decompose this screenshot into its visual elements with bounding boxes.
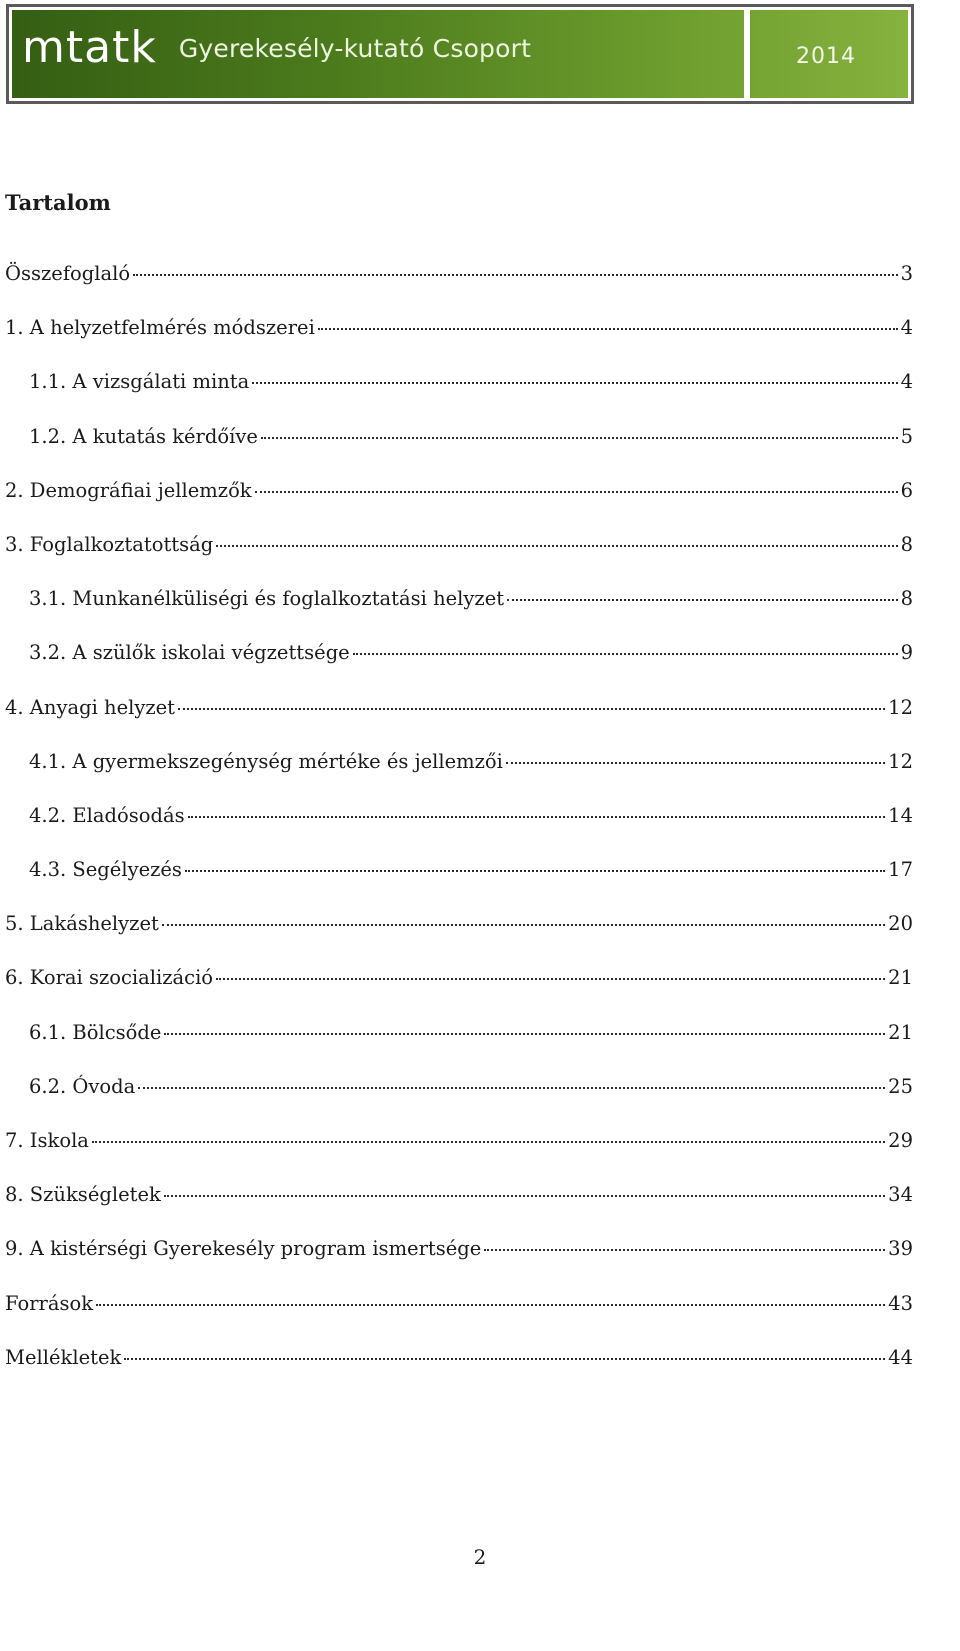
toc-entry[interactable]	[5, 1346, 913, 1400]
dot-leader	[96, 1304, 885, 1306]
toc-entry-page: 12	[888, 695, 913, 719]
dot-leader	[138, 1087, 885, 1089]
toc-entry-label: 6.2. Óvoda	[29, 1074, 136, 1098]
toc-entry[interactable]	[5, 1129, 913, 1183]
dot-leader	[507, 599, 898, 601]
dot-leader	[92, 1141, 885, 1143]
toc-entry-label: 6. Korai szocializáció	[5, 966, 214, 990]
toc-entry-label: 4.1. A gyermekszegénység mértéke és jellemzői	[29, 749, 503, 773]
toc-entry-page: 8	[900, 532, 913, 556]
header-banner	[6, 4, 914, 104]
page-number: 2	[473, 1545, 487, 1569]
toc-entry-label: 3.1. Munkanélküliségi és foglalkoztatási helyzet	[29, 587, 505, 611]
toc-entry-label: 8. Szükségletek	[5, 1183, 161, 1207]
toc-entry[interactable]	[5, 587, 913, 641]
toc-entry[interactable]	[5, 641, 913, 695]
dot-leader	[164, 1195, 885, 1197]
toc-entry[interactable]	[5, 370, 913, 424]
toc-entry-page: 29	[888, 1129, 913, 1152]
toc-entry-page: 17	[888, 858, 913, 882]
dot-leader	[185, 870, 885, 872]
toc-entry-page: 3	[900, 262, 913, 285]
dot-leader	[216, 545, 897, 547]
toc-entry-page: 9	[900, 641, 913, 665]
toc-entry-page: 34	[888, 1183, 913, 1207]
toc-entry-page: 14	[888, 803, 913, 827]
toc-entry-label: 1.1. A vizsgálati minta	[29, 370, 250, 394]
dot-leader	[124, 1358, 885, 1360]
toc-entry[interactable]	[5, 1292, 913, 1346]
dot-leader	[133, 274, 897, 276]
toc-entry-label: Összefoglaló	[5, 262, 131, 285]
dot-leader	[318, 328, 898, 330]
dot-leader	[261, 437, 898, 439]
toc-entry-page: 8	[900, 587, 913, 611]
banner-year: 2014	[796, 44, 856, 69]
toc-entry-page: 12	[888, 749, 913, 773]
toc-entry[interactable]	[5, 479, 913, 533]
toc-entry-label: 4.3. Segélyezés	[29, 858, 182, 882]
toc-entry[interactable]	[5, 1075, 913, 1129]
toc-entry-label: 7. Iskola	[5, 1129, 89, 1152]
dot-leader	[255, 491, 898, 493]
dot-leader	[506, 762, 885, 764]
toc-entry-label: 5. Lakáshelyzet	[5, 912, 159, 936]
toc-entry-label: 9. A kistérségi Gyerekesély program ismertsége	[5, 1237, 482, 1261]
toc-entry[interactable]	[5, 750, 913, 804]
toc-entry-page: 39	[888, 1237, 913, 1261]
toc-entry-page: 21	[888, 1020, 913, 1044]
dot-leader	[178, 708, 885, 710]
toc-entry-page: 5	[900, 424, 913, 448]
toc-entry-label: 3. Foglalkoztatottság	[5, 532, 214, 556]
toc-entry[interactable]	[5, 696, 913, 750]
toc-entry-label: 1. A helyzetfelmérés módszerei	[5, 316, 315, 340]
toc-entry-label: 3.2. A szülők iskolai végzettsége	[29, 641, 350, 665]
toc-entry[interactable]	[5, 1021, 913, 1075]
toc-heading: Tartalom	[5, 190, 111, 215]
dot-leader	[162, 924, 885, 926]
toc-entry[interactable]	[5, 533, 913, 587]
toc-entry-page: 21	[888, 966, 913, 990]
toc-entry[interactable]	[5, 858, 913, 912]
toc-entry-page: 25	[888, 1074, 913, 1098]
toc-entry-page: 6	[900, 478, 913, 502]
toc-entry-page: 4	[900, 316, 913, 340]
toc-entry-page: 43	[888, 1291, 913, 1315]
toc-entry[interactable]	[5, 912, 913, 966]
toc-entry-label: 4.2. Eladósodás	[29, 803, 185, 827]
toc-entry-page: 44	[888, 1345, 913, 1369]
banner-title: Gyerekesély-kutató Csoport	[178, 33, 532, 63]
toc-entry-label: Mellékletek	[5, 1345, 122, 1369]
toc-entry-page: 4	[900, 370, 913, 394]
dot-leader	[216, 978, 885, 980]
dot-leader	[252, 382, 897, 384]
dot-leader	[188, 816, 886, 818]
banner-divider	[744, 10, 750, 98]
toc-entry-label: Források	[5, 1291, 94, 1315]
toc-entry-label: 4. Anyagi helyzet	[5, 695, 176, 719]
toc-entry[interactable]	[5, 262, 913, 316]
toc-entry[interactable]	[5, 804, 913, 858]
table-of-contents	[5, 262, 913, 1400]
toc-entry[interactable]	[5, 425, 913, 479]
banner-background	[12, 10, 908, 98]
dot-leader	[353, 653, 898, 655]
toc-entry-label: 6.1. Bölcsőde	[29, 1020, 162, 1044]
toc-entry-page: 20	[888, 912, 913, 936]
dot-leader	[484, 1249, 885, 1251]
toc-entry-label: 2. Demográfiai jellemzők	[5, 478, 252, 502]
dot-leader	[164, 1033, 885, 1035]
toc-entry[interactable]	[5, 1237, 913, 1291]
toc-entry[interactable]	[5, 966, 913, 1020]
toc-entry[interactable]	[5, 1183, 913, 1237]
mtatk-logo: mtatk	[22, 22, 157, 73]
toc-entry-label: 1.2. A kutatás kérdőíve	[29, 424, 258, 448]
toc-entry[interactable]	[5, 316, 913, 370]
